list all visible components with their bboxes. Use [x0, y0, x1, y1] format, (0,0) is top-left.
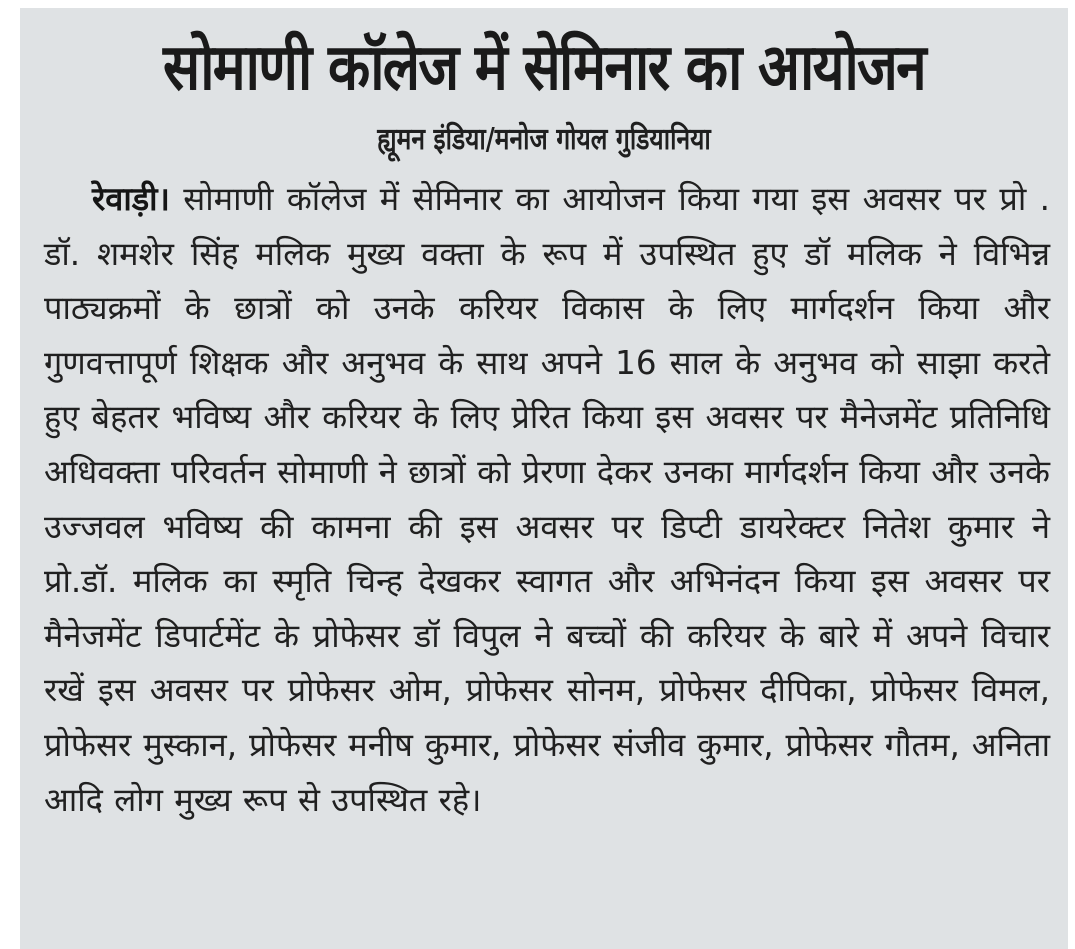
news-clipping-panel — [20, 8, 1068, 949]
article-body-text: सोमाणी कॉलेज में सेमिनार का आयोजन किया गया इस अवसर पर प्रो . डॉ. शमशेर सिंह मलिक मुख्य वक्ता के रूप में उपस्थित हुए डॉ मलिक ने विभिन्न पाठ्यक्रमों के छात्रों को उनके करियर विकास के लिए मार्गदर्शन किया और गुणवत्तापूर्ण शिक्षक और अनुभव के साथ अपने 16 साल के अनुभव को साझा करते हुए बेहतर भविष्य और करियर के लिए प्रेरित किया इस अवसर पर मैनेजमेंट प्रतिनिधि अधिवक्ता परिवर्तन सोमाणी ने छात्रों को प्रेरणा देकर उनका मार्गदर्शन किया और उनके उज्जवल भविष्य की कामना की इस अवसर पर डिप्टी डायरेक्टर नितेश कुमार ने प्रो.डॉ. मलिक का स्मृति चिन्ह देखकर स्वागत और अभिनंदन किया इस अवसर पर मैनेजमेंट डिपार्टमेंट के प्रोफेसर डॉ विपुल ने बच्चों की करियर के बारे में अपने विचार रखें इस अवसर पर प्रोफेसर ओम, प्रोफेसर सोनम, प्रोफेसर दीपिका, प्रोफेसर विमल, प्रोफेसर मुस्कान, प्रोफेसर मनीष कुमार, प्रोफेसर संजीव कुमार, प्रोफेसर गौतम, अनिता आदि लोग मुख्य रूप से उपस्थित रहे। — [44, 180, 1050, 819]
article-dateline: रेवाड़ी। — [92, 180, 170, 218]
article-headline: सोमाणी कॉलेज में सेमिनार का आयोजन — [162, 31, 925, 105]
article-byline: ह्यूमन इंडिया/मनोज गोयल गुडियानिया — [377, 122, 711, 157]
article-body — [44, 172, 1050, 827]
article-paragraph — [44, 172, 1050, 827]
